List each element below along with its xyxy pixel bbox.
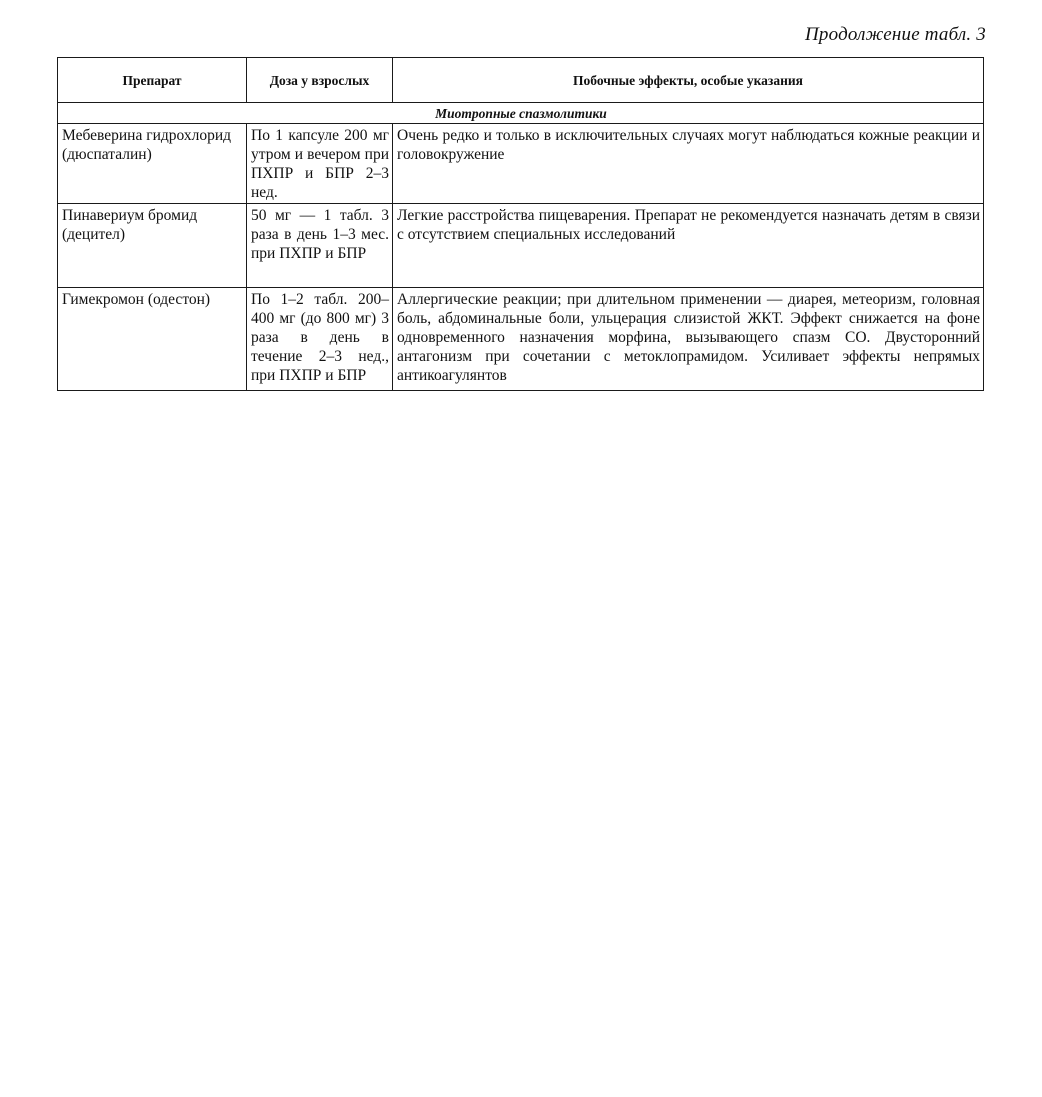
drug-table bbox=[57, 57, 984, 391]
cell-drug: Гимекромон (одестон) bbox=[58, 288, 247, 391]
cell-dose: По 1–2 табл. 200–400 мг (до 800 мг) 3 раза в день в течение 2–3 нед., при ПХПР и БПР bbox=[247, 288, 393, 391]
table-row bbox=[58, 124, 984, 204]
header-row bbox=[58, 58, 984, 103]
cell-effects: Аллергические реакции; при длительном применении — диарея, метеоризм, головная боль, абдоминальные боли, ульцерация слизистой ЖКТ. Эффект снижается на фоне одновременного назначения морфина, вызывающего спазм СО. Двусторонний антагонизм при сочетании с метоклопрамидом. Усиливает эффекты непрямых антикоагулянтов bbox=[393, 288, 984, 391]
table-row bbox=[58, 204, 984, 288]
table-continuation-caption: Продолжение табл. 3 bbox=[805, 24, 986, 45]
section-title: Миотропные спазмолитики bbox=[58, 103, 984, 124]
cell-drug: Пинавериум бромид (децител) bbox=[58, 204, 247, 288]
cell-drug: Мебеверина гидрохлорид (дюспаталин) bbox=[58, 124, 247, 204]
cell-dose: 50 мг — 1 табл. 3 раза в день 1–3 мес. при ПХПР и БПР bbox=[247, 204, 393, 288]
cell-effects: Очень редко и только в исключительных случаях могут наблюдаться кожные реакции и головокружение bbox=[393, 124, 984, 204]
header-drug: Препарат bbox=[58, 58, 247, 103]
section-row bbox=[58, 103, 984, 124]
header-effects: Побочные эффекты, особые указания bbox=[393, 58, 984, 103]
table-row bbox=[58, 288, 984, 391]
header-dose: Доза у взрослых bbox=[247, 58, 393, 103]
cell-effects: Легкие расстройства пищеварения. Препарат не рекомендуется назначать детям в связи с отсутствием специальных исследований bbox=[393, 204, 984, 288]
cell-dose: По 1 капсуле 200 мг утром и вечером при ПХПР и БПР 2–3 нед. bbox=[247, 124, 393, 204]
